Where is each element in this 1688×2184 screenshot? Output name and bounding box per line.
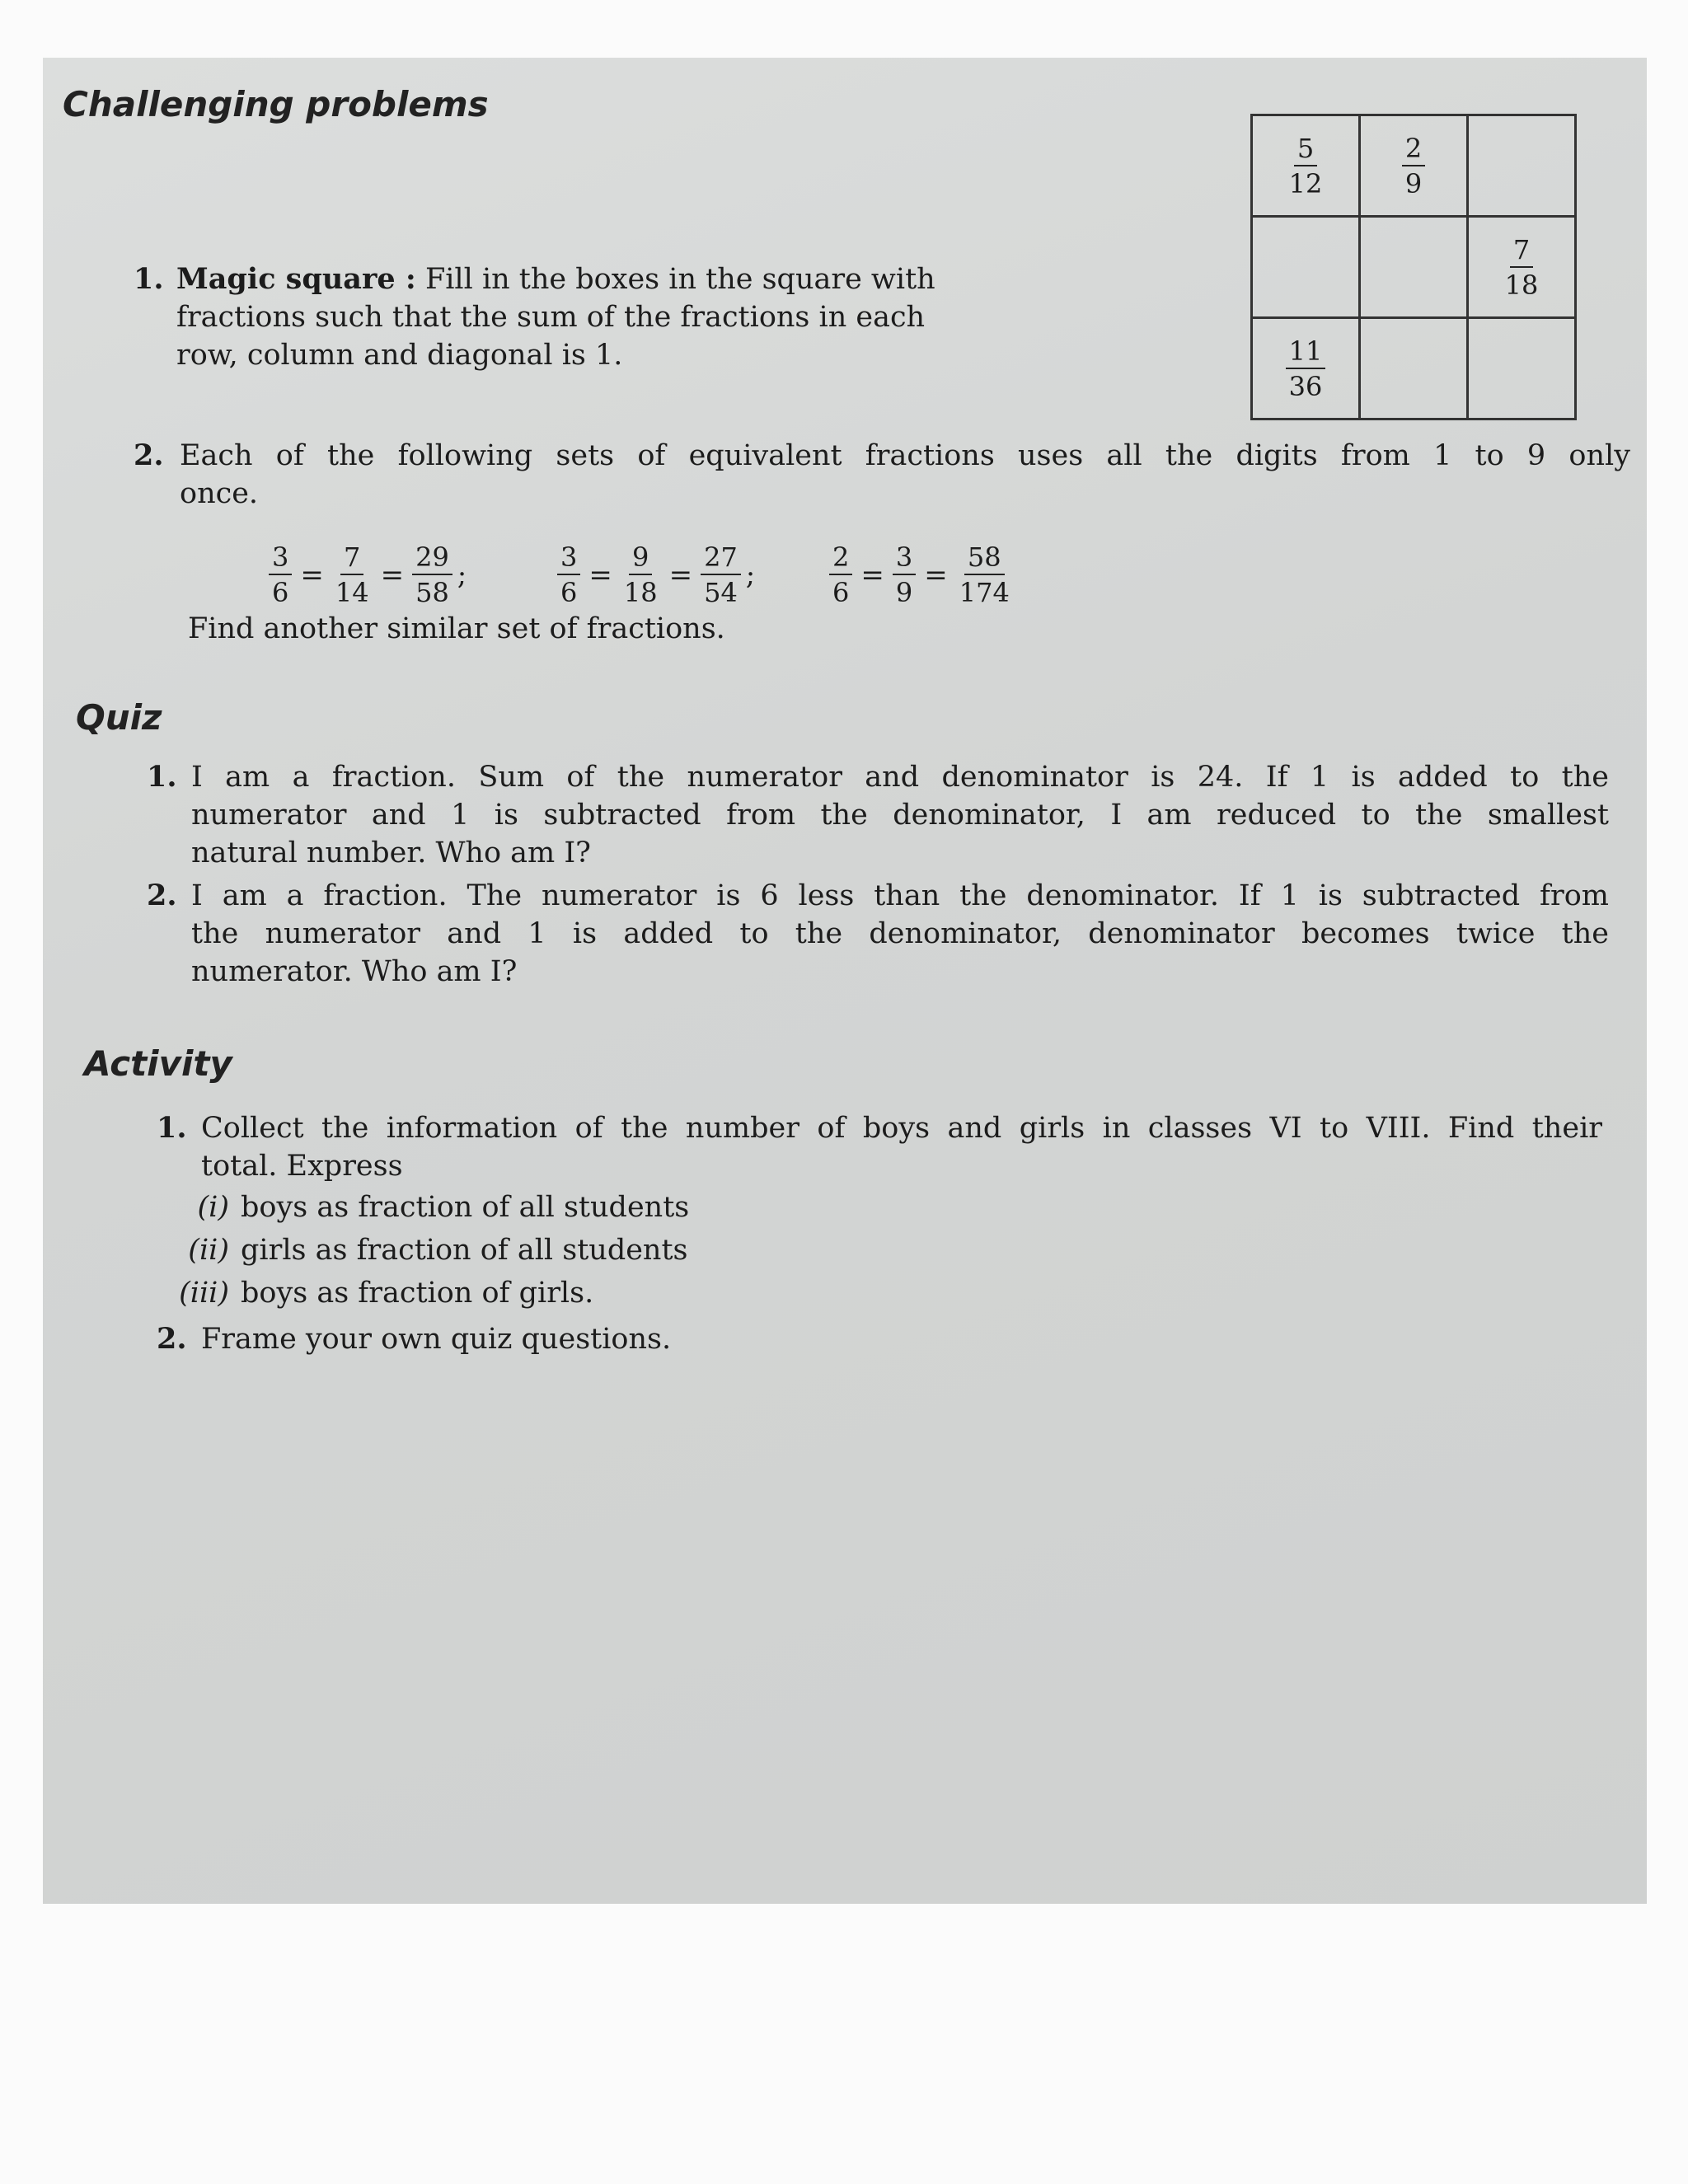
magic-square-cell bbox=[1468, 217, 1576, 318]
denominator: 12 bbox=[1288, 167, 1323, 199]
equals-sign: = bbox=[380, 558, 405, 592]
activity-1-sub-iii bbox=[166, 1274, 593, 1312]
sub-label: (iii) bbox=[179, 1277, 229, 1310]
quiz-1-number: 1. bbox=[147, 760, 177, 794]
quiz-2-number: 2. bbox=[147, 879, 177, 912]
numerator: 3 bbox=[269, 542, 292, 575]
magic-square-cell-empty bbox=[1468, 115, 1576, 217]
fraction bbox=[412, 542, 452, 607]
fraction bbox=[1286, 336, 1326, 401]
equals-sign: = bbox=[300, 558, 324, 592]
fraction bbox=[557, 542, 580, 607]
denominator: 54 bbox=[704, 577, 738, 608]
magic-square-grid bbox=[1250, 114, 1577, 420]
problem-1-line-3: row, column and diagonal is 1. bbox=[176, 339, 623, 372]
sub-text: boys as fraction of all students bbox=[241, 1191, 690, 1224]
quiz-heading: Quiz bbox=[76, 697, 162, 738]
quiz-2-line-1: I am a fraction. The numerator is 6 less than the denominator. If 1 is subtracted from bbox=[191, 879, 1609, 912]
quiz-1-line-3: natural number. Who am I? bbox=[191, 837, 591, 869]
denominator: 9 bbox=[895, 577, 913, 608]
activity-1-sub-ii bbox=[166, 1231, 688, 1269]
denominator: 9 bbox=[1404, 167, 1423, 199]
problem-2-line-2: once. bbox=[180, 477, 259, 510]
activity-1-line-1: Collect the information of the number of boys and girls in classes VI to VIII. Find their bbox=[201, 1112, 1602, 1145]
fraction-set-3 bbox=[826, 542, 1016, 607]
fraction bbox=[701, 542, 741, 607]
denominator: 6 bbox=[272, 577, 289, 608]
fraction-set-1 bbox=[265, 542, 467, 607]
denominator: 6 bbox=[832, 577, 850, 608]
numerator: 9 bbox=[629, 542, 652, 575]
quiz-2-line-2: the numerator and 1 is added to the denominator, denominator becomes twice the bbox=[191, 917, 1609, 950]
quiz-2-line-3: numerator. Who am I? bbox=[191, 955, 518, 988]
denominator: 6 bbox=[560, 577, 578, 608]
denominator: 18 bbox=[1504, 269, 1539, 301]
page-photo bbox=[43, 58, 1647, 1904]
fraction bbox=[621, 542, 661, 607]
separator: ; bbox=[745, 558, 756, 592]
magic-square-cell bbox=[1252, 115, 1360, 217]
magic-square-row bbox=[1252, 115, 1576, 217]
magic-square-cell bbox=[1360, 115, 1468, 217]
numerator: 58 bbox=[964, 542, 1005, 575]
challenging-problems-heading: Challenging problems bbox=[63, 84, 489, 124]
numerator: 2 bbox=[829, 542, 852, 575]
equals-sign: = bbox=[860, 558, 884, 592]
fraction bbox=[269, 542, 292, 607]
magic-square-cell-empty bbox=[1252, 217, 1360, 318]
fraction bbox=[893, 542, 916, 607]
activity-1-line-2: total. Express bbox=[201, 1150, 403, 1183]
activity-2-line-1: Frame your own quiz questions. bbox=[201, 1323, 672, 1356]
numerator: 7 bbox=[1510, 235, 1533, 268]
quiz-1-line-1: I am a fraction. Sum of the numerator and denominator is 24. If 1 is added to the bbox=[191, 761, 1609, 794]
numerator: 29 bbox=[412, 542, 452, 575]
activity-1-sub-i bbox=[166, 1188, 689, 1226]
denominator: 58 bbox=[415, 577, 449, 608]
problem-1-line-2: fractions such that the sum of the fractions in each bbox=[176, 301, 926, 334]
sub-label: (i) bbox=[197, 1191, 229, 1224]
equals-sign: = bbox=[588, 558, 612, 592]
problem-1-title: Magic square : bbox=[176, 262, 416, 296]
numerator: 11 bbox=[1286, 336, 1326, 369]
fraction bbox=[1402, 134, 1425, 199]
numerator: 3 bbox=[557, 542, 580, 575]
magic-square-cell-empty bbox=[1468, 318, 1576, 419]
denominator: 14 bbox=[335, 577, 369, 608]
fraction-set-2 bbox=[554, 542, 755, 607]
fraction bbox=[956, 542, 1013, 607]
separator: ; bbox=[457, 558, 467, 592]
problem-2-number: 2. bbox=[134, 438, 164, 472]
denominator: 18 bbox=[623, 577, 658, 608]
numerator: 5 bbox=[1294, 134, 1317, 166]
magic-square-cell-empty bbox=[1360, 217, 1468, 318]
numerator: 27 bbox=[701, 542, 741, 575]
fraction bbox=[1502, 235, 1542, 300]
denominator: 36 bbox=[1288, 370, 1323, 402]
problem-1-number: 1. bbox=[134, 262, 164, 296]
magic-square-cell-empty bbox=[1360, 318, 1468, 419]
denominator: 174 bbox=[959, 577, 1010, 608]
problem-1-text-1: Fill in the boxes in the square with bbox=[424, 263, 935, 296]
numerator: 2 bbox=[1402, 134, 1425, 166]
magic-square-cell bbox=[1252, 318, 1360, 419]
equals-sign: = bbox=[668, 558, 693, 592]
sub-text: boys as fraction of girls. bbox=[241, 1277, 594, 1310]
problem-2-find: Find another similar set of fractions. bbox=[188, 612, 725, 645]
activity-1-number: 1. bbox=[157, 1111, 187, 1145]
problem-1-line-1 bbox=[176, 260, 1165, 298]
quiz-1-line-2: numerator and 1 is subtracted from the denominator, I am reduced to the smallest bbox=[191, 799, 1609, 832]
fraction bbox=[332, 542, 373, 607]
numerator: 7 bbox=[340, 542, 363, 575]
fraction bbox=[1286, 134, 1326, 199]
magic-square-row bbox=[1252, 318, 1576, 419]
fraction bbox=[829, 542, 852, 607]
numerator: 3 bbox=[893, 542, 916, 575]
sub-label: (ii) bbox=[188, 1234, 229, 1267]
magic-square-row bbox=[1252, 217, 1576, 318]
activity-heading: Activity bbox=[84, 1043, 232, 1084]
activity-2-number: 2. bbox=[157, 1322, 187, 1356]
problem-2-line-1: Each of the following sets of equivalent fractions uses all the digits from 1 to 9 only bbox=[180, 439, 1630, 472]
equals-sign: = bbox=[924, 558, 948, 592]
sub-text: girls as fraction of all students bbox=[241, 1234, 688, 1267]
